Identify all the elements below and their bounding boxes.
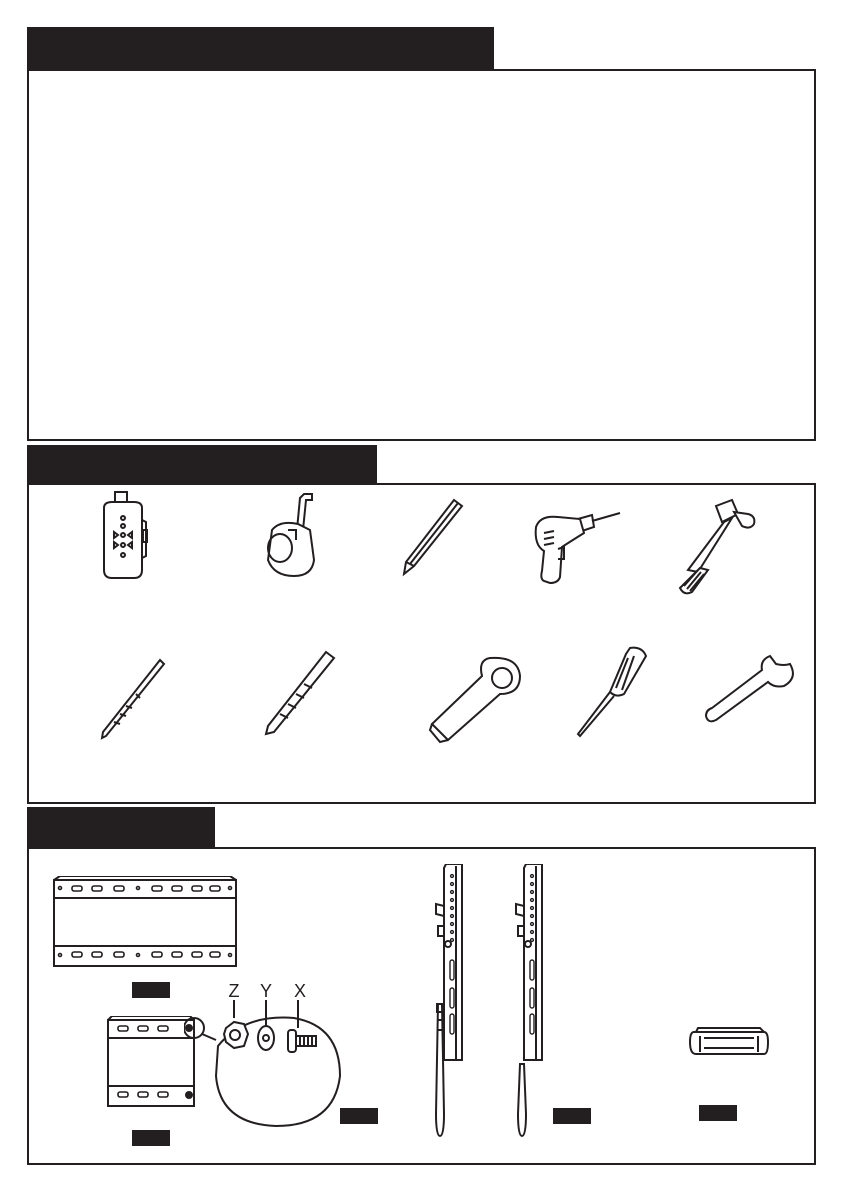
hardware-label-z: Z bbox=[228, 981, 240, 1001]
drill-bit-large-icon bbox=[262, 648, 338, 738]
part-badge-4 bbox=[553, 1108, 591, 1124]
wall-plate-large bbox=[52, 876, 238, 972]
screwdriver-icon bbox=[570, 642, 654, 740]
section1-title-tab bbox=[27, 27, 494, 71]
hammer-icon bbox=[676, 496, 766, 596]
pencil-icon bbox=[396, 496, 466, 578]
section1-content-box bbox=[27, 69, 816, 441]
open-end-wrench-icon bbox=[700, 650, 800, 728]
part-badge-3 bbox=[340, 1108, 378, 1124]
spacer-block bbox=[688, 1026, 770, 1060]
part-badge-2 bbox=[132, 1130, 170, 1146]
power-drill-icon bbox=[528, 505, 624, 585]
stud-finder-icon bbox=[98, 490, 153, 582]
section2-title-tab bbox=[27, 445, 377, 485]
hardware-label-y: Y bbox=[259, 981, 272, 1001]
socket-wrench-icon bbox=[428, 650, 528, 744]
section3-title-tab bbox=[27, 807, 215, 849]
hardware-label-x: X bbox=[293, 981, 306, 1001]
hardware-nut-icon bbox=[220, 1000, 340, 1070]
drill-bit-small-icon bbox=[96, 654, 168, 742]
tape-measure-icon bbox=[258, 490, 328, 580]
tv-bracket-arm-left bbox=[426, 864, 472, 1140]
tv-bracket-arm-right bbox=[506, 864, 552, 1140]
part-badge-1 bbox=[132, 982, 170, 998]
part-badge-5 bbox=[699, 1105, 737, 1121]
